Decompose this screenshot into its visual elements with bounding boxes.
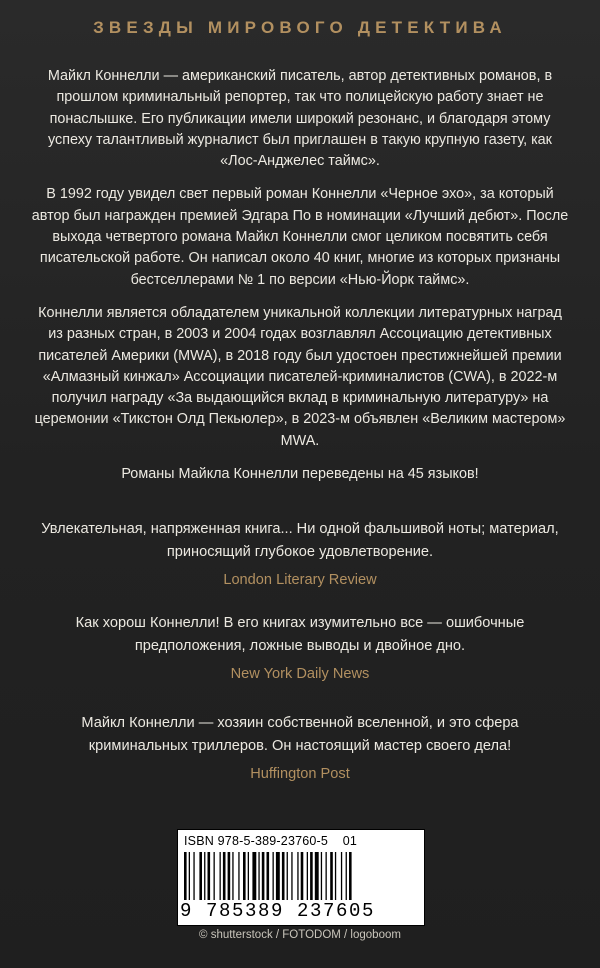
barcode-bar — [252, 852, 256, 900]
quote-source: London Literary Review — [223, 572, 377, 588]
barcode-bar — [310, 852, 313, 900]
quote-text: Увлекательная, напряженная книга... Ни одной фальшивой ноты; материал, приносящий глубокое удовлетворение. — [41, 521, 559, 560]
series-title: ЗВЕЗДЫ МИРОВОГО ДЕТЕКТИВА — [93, 18, 507, 37]
barcode-bar — [232, 852, 233, 900]
bio-paragraph: Коннелли является обладателем уникальной коллекции литературных наград из разных стран, в 2003 и 2004 годах возглавлял Ассоциацию детективных писателей Америки (MWA), в 2018 году был удостоен престижнейшей премии «Алмазный кинжал» Ассоциации писателей-криминалистов (CWA), в 2022-м получил награду «За выдающийся вклад в криминальную литературу» на церемонии «Тикстон Олд Пекьюлер», в 2023-м объявлен «Великим мастером» MWA. — [34, 304, 566, 449]
barcode-bar — [243, 852, 246, 900]
barcode-bar — [346, 852, 347, 900]
barcode-bar — [273, 852, 274, 900]
barcode-bar — [321, 852, 322, 900]
quote-source: New York Daily News — [230, 666, 370, 682]
barcode-bar — [267, 852, 270, 900]
barcode-bar — [238, 852, 239, 900]
barcode-bar — [301, 852, 304, 900]
barcode-bar — [315, 852, 319, 900]
review-quote — [30, 712, 570, 782]
bio-paragraph: В 1992 году увидел свет первый роман Коннелли «Черное эхо», за который автор был награжден премией Эдгара По в номинации «Лучший дебют». После выхода четвертого романа Майкл Коннелли смог целиком посвятить себя писательской работе. Он написал около 40 книг, многие из которых признаны бестселлерами № 1 по версии «Нью-Йорк таймс». — [31, 186, 569, 288]
image-credit: © shutterstock / FOTODOM / logoboom — [199, 929, 401, 941]
bio-paragraph: Романы Майкла Коннелли переведены на 45 языков! — [121, 466, 479, 483]
barcode-bar — [349, 852, 352, 900]
barcode-bar — [220, 852, 221, 900]
barcode-bar — [204, 852, 205, 900]
barcode — [177, 829, 425, 926]
bio-paragraph: Майкл Коннелли — американский писатель, автор детективных романов, в прошлом криминальный репортер, так что полицейскую работу знает не понаслышке. Его публикации имели широкий резонанс, и благодаря этому успеху талантливый журналист был приглашен в такую крупную газету, как «Лос-Анджелес таймс». — [47, 68, 553, 170]
barcode-bar — [297, 852, 298, 900]
barcode-number: 9 785389 237605 — [180, 900, 376, 922]
barcode-bar — [193, 852, 194, 900]
author-bio — [30, 66, 570, 497]
isbn-label: ISBN 978-5-389-23760-5 01 — [184, 834, 358, 848]
review-quote — [30, 612, 570, 682]
barcode-bars — [184, 852, 418, 900]
barcode-bar — [262, 852, 265, 900]
barcode-bar — [228, 852, 231, 900]
barcode-bar — [276, 852, 280, 900]
barcode-bar — [330, 852, 333, 900]
barcode-bar — [335, 852, 336, 900]
barcode-bar — [287, 852, 288, 900]
barcode-bar — [189, 852, 190, 900]
barcode-bar — [258, 852, 259, 900]
barcode-bar — [282, 852, 285, 900]
barcode-bar — [326, 852, 327, 900]
barcode-bar — [291, 852, 292, 900]
quote-text: Майкл Коннелли — хозяин собственной вселенной, и это сфера криминальных триллеров. Он настоящий мастер своего дела! — [81, 715, 519, 754]
barcode-bar — [307, 852, 308, 900]
barcode-bar — [208, 852, 211, 900]
barcode-bar — [223, 852, 226, 900]
barcode-bar — [199, 852, 202, 900]
barcode-bar — [341, 852, 342, 900]
review-quote — [30, 518, 570, 588]
barcode-bar — [248, 852, 249, 900]
quote-source: Huffington Post — [250, 766, 350, 782]
quote-text: Как хорош Коннелли! В его книгах изумительно все — ошибочные предположения, ложные выводы и двойное дно. — [75, 615, 525, 654]
barcode-bar — [184, 852, 187, 900]
barcode-bar — [214, 852, 215, 900]
